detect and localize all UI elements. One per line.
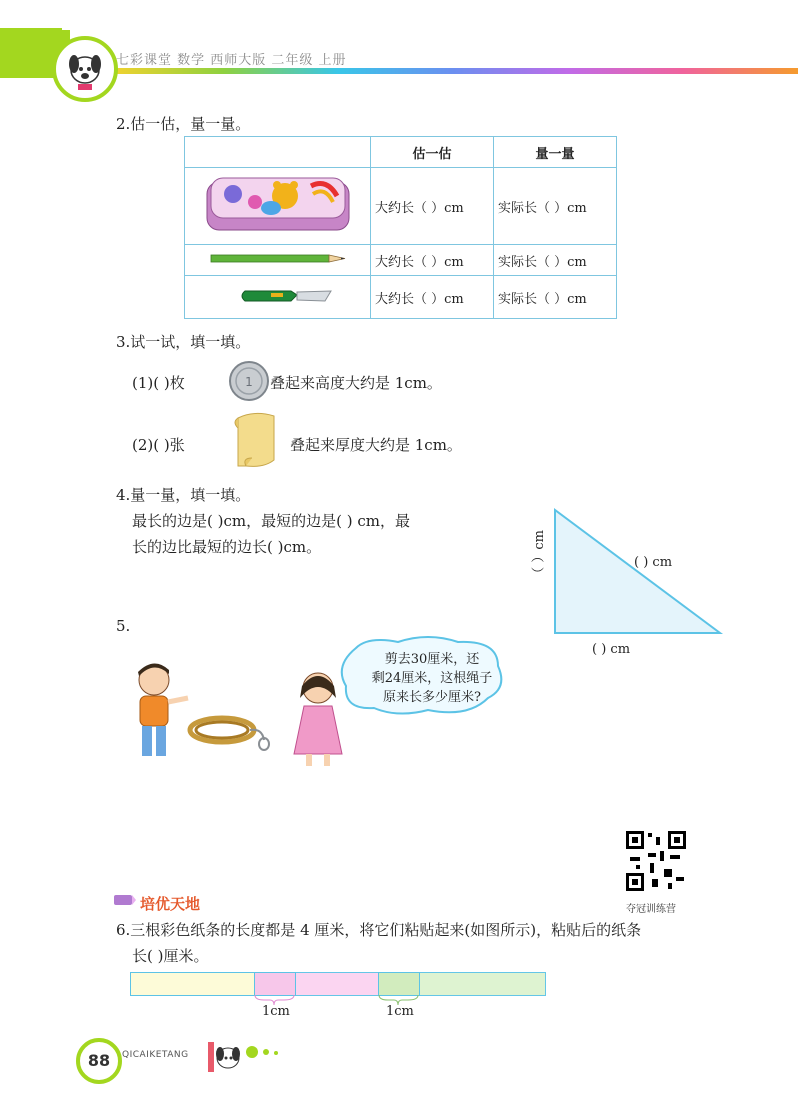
pencil-image	[185, 245, 371, 276]
col-estimate-header: 估一估	[371, 137, 494, 168]
rope-coil-illustration	[186, 708, 276, 752]
col-measure-header: 量一量	[494, 137, 617, 168]
footer-brand: QICAIKETANG	[122, 1050, 189, 1060]
overlap-region-2	[378, 972, 420, 996]
q3-line2-prefix: (2)( )张	[132, 436, 185, 454]
speech-bubble-line1: 剪去30厘米，还	[384, 652, 480, 667]
page-number: 88	[76, 1038, 122, 1084]
q4-line2: 长的边比最短的边长( )cm。	[132, 538, 322, 556]
q2-title: 2.估一估，量一量。	[116, 115, 251, 133]
overlap-1-label: 1cm	[262, 1004, 290, 1019]
speech-bubble	[338, 636, 508, 716]
utility-knife-image	[185, 276, 371, 319]
utility-knife-measure: 实际长（ ）cm	[494, 276, 617, 319]
header-title: 七彩课堂 数学 西师大版 二年级 上册	[116, 53, 347, 68]
right-triangle	[550, 505, 730, 640]
table-corner-cell	[185, 137, 371, 168]
triangle-bottom-label: ( ) cm	[592, 642, 631, 657]
overlap-region-1	[254, 972, 296, 996]
q3-line2-suffix: 叠起来厚度大约是 1cm。	[290, 436, 462, 454]
pencil-estimate: 大约长（ ）cm	[371, 245, 494, 276]
q3-line1-suffix: 叠起来高度大约是 1cm。	[270, 374, 442, 392]
q4-title: 4.量一量，填一填。	[116, 486, 251, 504]
utility-knife-estimate: 大约长（ ）cm	[371, 276, 494, 319]
q5-number: 5.	[116, 617, 131, 635]
speech-bubble-line2: 剩24厘米，这根绳子	[371, 671, 493, 686]
svg-text:1: 1	[245, 375, 253, 389]
qr-code[interactable]	[624, 829, 688, 893]
footer-dot-small	[274, 1051, 278, 1055]
section-title: 培优天地	[140, 895, 201, 913]
footer-dot-medium	[263, 1049, 269, 1055]
coin-image	[228, 360, 270, 406]
estimate-measure-table	[184, 136, 617, 319]
q6-line1: 6.三根彩色纸条的长度都是 4 厘米，将它们粘贴起来(如图所示)，粘贴后的纸条	[116, 921, 642, 939]
q3-line1-prefix: (1)( )枚	[132, 374, 185, 392]
pencil-case-measure: 实际长（ ）cm	[494, 168, 617, 245]
pencil-case-estimate: 大约长（ ）cm	[371, 168, 494, 245]
qr-label: 夺冠训练营	[626, 904, 676, 915]
section-pencil-icon	[114, 892, 136, 912]
paper-sheet-image	[224, 408, 290, 478]
overlap-2-label: 1cm	[386, 1004, 414, 1019]
header-rainbow-line	[108, 68, 798, 74]
q4-line1: 最长的边是( )cm，最短的边是( ) cm，最	[132, 512, 410, 530]
triangle-hypotenuse-label: ( ) cm	[634, 555, 673, 570]
footer-dot-large	[246, 1046, 258, 1058]
pencil-case-image	[185, 168, 371, 245]
footer-dog-mascot-icon	[204, 1034, 244, 1078]
q6-line2: 长( )厘米。	[132, 947, 209, 965]
pencil-measure: 实际长（ ）cm	[494, 245, 617, 276]
q3-title: 3.试一试，填一填。	[116, 333, 251, 351]
dog-mascot-logo	[52, 36, 118, 102]
triangle-side-left-label: （ ）cm	[532, 530, 547, 580]
speech-bubble-line3: 原来长多少厘米?	[383, 690, 481, 705]
